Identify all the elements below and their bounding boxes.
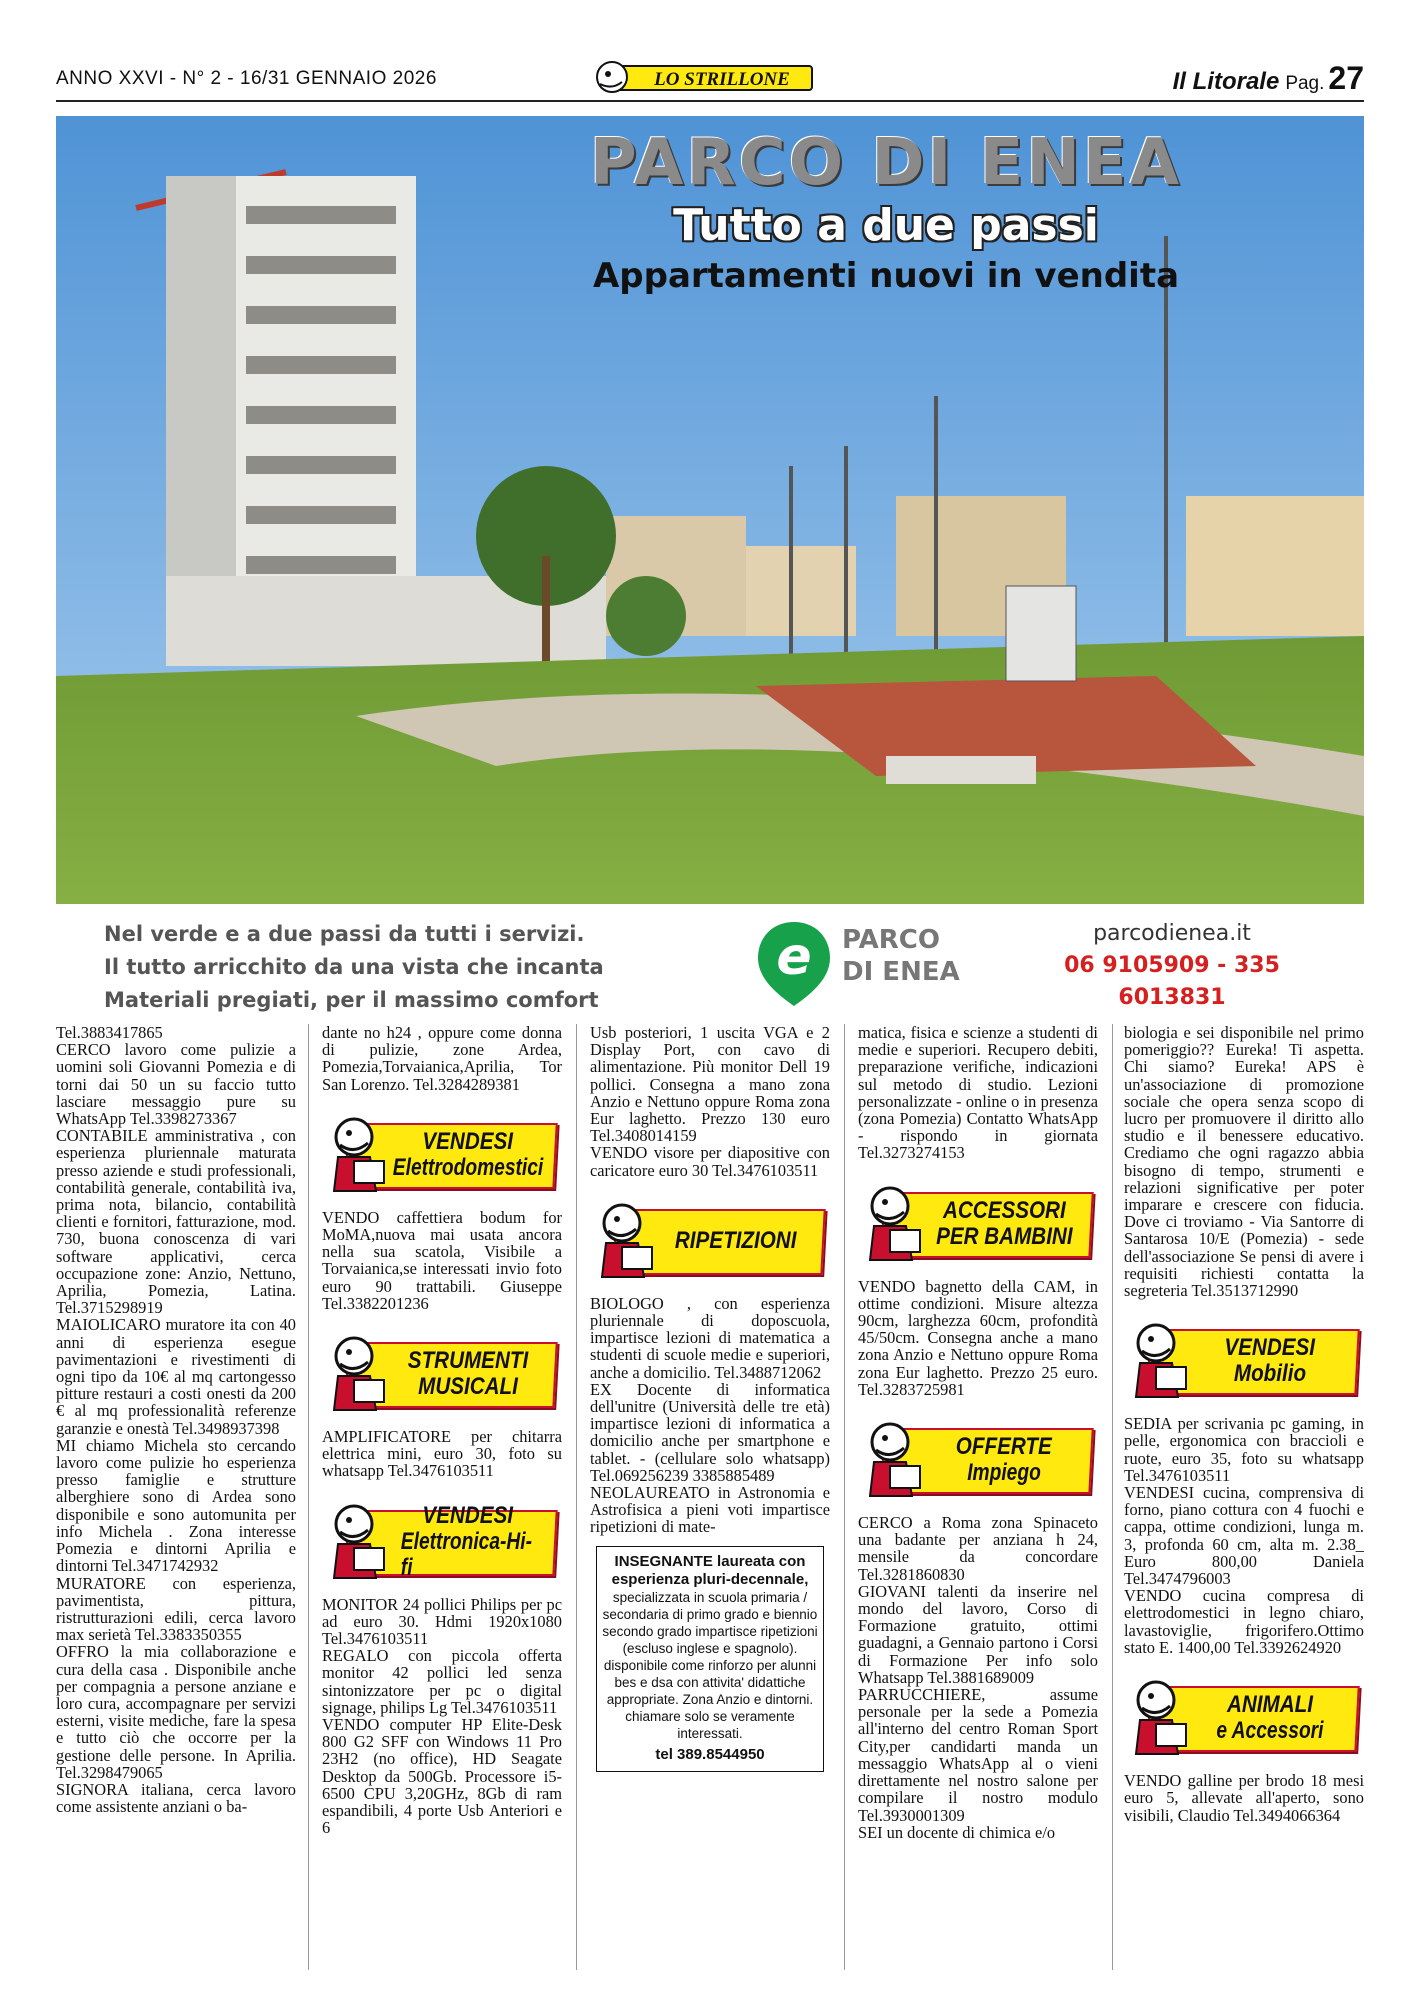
category-subtitle: PER BAMBINI (935, 1222, 1073, 1250)
classified-ad: VENDO caffettiera bodum for MoMA,nuova mai usata ancora nella sua scatola, Visibile a Torvaianica,se interessati invio foto euro 90 trattabili. Giuseppe Tel.3382201236 (322, 1207, 562, 1313)
advert-subtitle: Tutto a due passi (673, 200, 1099, 251)
category-subtitle: MUSICALI (418, 1373, 518, 1401)
category-title: STRUMENTI (407, 1347, 529, 1375)
classified-ad: dante no h24 , oppure come donna di pulizie, zone Ardea, Pomezia,Torvaianica,Aprilia, Tor San Lorenzo. Tel.3284289381 (322, 1024, 562, 1094)
classified-ad: EX Docente di informatica dell'unitre (Università delle tre età) impartisce lezioni di informatica a domicilio anche per smartphone e tablet. - (cellulare solo whatsapp) Tel.069256239 3385885489 (590, 1379, 830, 1485)
svg-text:e: e (776, 927, 812, 987)
classified-ad: Usb posteriori, 1 uscita VGA e 2 Display Port, con cavo di alimentazione. Più monitor Dell 19 pollici. Consegna a mano zona Anzio e Nettuno oppure Roma zona Eur laghetto. Prezzo 130 euro Tel.3408014159 (590, 1024, 830, 1146)
tagline: Materiali pregiati, per il massimo comfort (104, 988, 599, 1012)
category-label (384, 1127, 552, 1183)
parco-di-enea-advert (56, 116, 1364, 1016)
category-label (652, 1213, 820, 1269)
column-3 (590, 1024, 830, 1970)
brand-line: DI ENEA (842, 957, 960, 987)
advert-info-band (56, 904, 1364, 1016)
column-divider (308, 1024, 309, 1970)
advert-brand (842, 924, 960, 988)
category-offerte-impiego (860, 1414, 1092, 1500)
classified-ad: VENDESI cucina, comprensiva di forno, piano cottura con 4 fuochi e cappa, ottime condizioni, lunga m. 3, profonda 60 cm, alta m. 2.38_ Euro 800,00 Daniela Tel.3474796003 (1124, 1483, 1364, 1589)
classified-ad: CONTABILE amministrativa , con esperienza pluriennale maturata presso aziende e studi professionali, contabilità generale, contabilità iva, prima nota, bilancio, contabilità clienti e fornitori, fatturazione, mod. 730, buona conoscenza di vari software applicativi, cerca occupazione zone: Anzio, Nettuno, Aprilia, Pomezia, Latina. Tel.3715298919 (56, 1126, 296, 1318)
category-subtitle: Impiego (967, 1459, 1041, 1487)
column-4 (858, 1024, 1098, 1970)
classified-ad: OFFRO la mia collaborazione e cura della casa . Disponibile anche per compagnia a persone anziane e loro cura, accompagnare per servizi esterni, visite mediche, fare la spesa e tutto ciò che occorre per la gestione delle persone. In Aprilia. Tel.3298479065 (56, 1642, 296, 1782)
paper-name: Il Litorale (1172, 68, 1280, 95)
insegnante-boxed-ad (596, 1546, 824, 1772)
classified-ad: VENDO visore per diapositive con caricatore euro 30 Tel.3476103511 (590, 1143, 830, 1180)
classified-ad: MAIOLICARO muratore ita con 40 anni di esperienza esegue pavimentazioni e rivestimenti di ogni tipo da 10€ al mq cartongesso pitture restauri a costi onesti da 200 € al mq professionalità referenze garanzie e onestà Tel.3498937398 (56, 1315, 296, 1438)
logo-text: LO STRILLONE (654, 69, 790, 90)
category-title: VENDESI (1224, 1334, 1316, 1362)
category-label (920, 1432, 1088, 1488)
advert-contacts (1012, 918, 1332, 1016)
parco-di-enea-logo-icon (754, 918, 834, 1008)
tagline: Il tutto arricchito da una vista che incanta (104, 955, 604, 979)
classified-ad: VENDO galline per brodo 18 mesi euro 5, allevate all'aperto, sono visibili, Claudio Tel.3494066364 (1124, 1771, 1364, 1825)
category-title: OFFERTE (956, 1433, 1052, 1461)
classified-ad: biologia e sei disponibile nel primo pomeriggio?? Eureka! Ti aspetta. Chi siamo? Eureka! APS è un'associazione di promozione sociale che opera senza scopo di lucro per promuovere il diritto allo studio e il benessere educativo. Crediamo che ogni ragazzo abbia bisogno di tempo, strumenti e relazioni significative per poter imparare e crescere con fiducia. Dove ci troviamo - Via Santorre di Santarosa 10/E (Pomezia) - sede dell'associazione Se pensi di avere i requisiti richiesti contatta la segreteria Tel.3513712990 (1124, 1024, 1364, 1301)
advert-email[interactable] (1012, 1014, 1332, 1016)
page-info (1173, 60, 1364, 97)
category-subtitle: e Accessori (1216, 1717, 1324, 1745)
classifieds (56, 1024, 1364, 1970)
classified-ad: SEI un docente di chimica e/o (858, 1822, 1056, 1842)
category-label (384, 1346, 552, 1402)
category-subtitle: Elettronica-Hi-fi (400, 1527, 533, 1581)
classified-ad: REGALO con piccola offerta monitor 42 pollici led senza sintonizzatore per pc o digital signage, philips Lg Tel.3476103511 (322, 1646, 562, 1717)
category-ripetizioni (592, 1195, 824, 1281)
category-vendesi-elettronica-hifi (324, 1496, 556, 1582)
classified-ad: SEDIA per scrivania pc gaming, in pelle, ergonomica con braccioli e ruote, euro 35, foto su whatsapp Tel.3476103511 (1124, 1414, 1364, 1485)
page-header (56, 56, 1364, 102)
box-body: specializzata in scuola primaria / secondaria di primo grado e biennio secondo grado impartisce ripetizioni (escluso inglese e spagnolo). disponibile come rinforzo per alunni bes e dsa con attivita' didattiche appropriate. Zona Anzio e dintorni. chiamare solo se veramente interessati. (602, 1589, 818, 1741)
category-animali-accessori (1126, 1672, 1358, 1758)
category-strumenti-musicali (324, 1328, 556, 1414)
classified-ad: MI chiamo Michela sto cercando lavoro come pulizie ho esperienza presso famiglie e strutture alberghiere sono di Ardea sono disponibile e sono automunita per info Michela . Zona interesse Pomezia e dintorni Aprilia e dintorni Tel.3471742932 (56, 1435, 296, 1576)
category-label (1186, 1333, 1354, 1389)
classified-ad: CERCO lavoro come pulizie a uomini soli Giovanni Pomezia e di torni dai 50 un su faccio tutto lasciare messaggio pure su WhatsApp Tel.3398273367 (56, 1040, 296, 1129)
classified-ad: Tel.3883417865 (56, 1024, 163, 1042)
classified-ad: VENDO bagnetto della CAM, in ottime condizioni. Misure altezza 90cm, larghezza 60cm, profondità 45/50cm. Consegna anche a mano zona Anzio e Nettuno oppure Roma zona Eur laghetto. Prezzo 25 euro. Tel.3283725981 (858, 1276, 1098, 1399)
category-label (384, 1501, 552, 1581)
classified-ad: NEOLAUREATO in Astronomia e Astrofisica a pieni voti impartisce ripetizioni di mate- (590, 1483, 830, 1537)
advert-taglines (104, 918, 604, 1016)
column-divider (844, 1024, 845, 1970)
category-subtitle: Elettrodomestici (392, 1153, 544, 1181)
brand-line: PARCO (842, 925, 940, 955)
classified-ad: BIOLOGO , con esperienza pluriennale di doposcuola, impartisce lezioni di matematica a studenti di scuole medie e superiori, anche a domicilio. Tel.3488712062 (590, 1293, 830, 1382)
box-phone: tel 389.8544950 (655, 1745, 765, 1763)
column-2 (322, 1024, 562, 1970)
box-heading: INSEGNANTE laureata con esperienza pluri-decennale, (611, 1552, 809, 1588)
classified-ad: MURATORE con esperienza, pavimentista, pittura, ristrutturazioni edili, cerca lavoro max serietà Tel.3383350355 (56, 1573, 296, 1645)
classified-ad: CERCO a Roma zona Spinaceto una badante per anziana h 24, mensile da concordare Tel.3281860830 (858, 1513, 1098, 1584)
category-title: RIPETIZIONI (675, 1226, 797, 1254)
classified-ad: matica, fisica e scienze a studenti di medie e superiori. Recupero debiti, preparazione verifiche, indicazioni sul metodo di studio. Lezioni personalizzate - online o in presenza (zona Pomezia) Contatto WhatsApp - rispondo in giornata Tel.3273274153 (858, 1024, 1098, 1163)
classified-ad: VENDO computer HP Elite-Desk 800 G2 SFF con Windows 11 Pro 23H2 (no office), HD Seagate Desktop da 500Gb. Processore i5-6500 CPU 3,20GHz, 8Gb di ram espandibili, 4 porte Usb Anteriori e 6 (322, 1715, 562, 1838)
page-label: Pag. (1285, 73, 1325, 94)
category-accessori-bambini (860, 1178, 1092, 1264)
tagline: Nel verde e a due passi da tutti i servizi. (104, 922, 585, 946)
classified-ad: AMPLIFICATORE per chitarra elettrica mini, euro 30, foto su whatsapp Tel.3476103511 (322, 1427, 562, 1481)
category-title: VENDESI (422, 1127, 514, 1155)
lo-strillone-logo (592, 60, 832, 94)
category-label (1186, 1690, 1354, 1746)
advert-title: PARCO DI ENEA (589, 126, 1183, 200)
category-label (920, 1196, 1088, 1252)
classified-ad: PARRUCCHIERE, assume personale per la sede a Pomezia all'interno del centro Roman Sport City,per candidarti manda un messaggio WhatsApp al o vieni direttamente nel nostro salone per compilare il nostro modulo Tel.3930001309 (858, 1685, 1098, 1825)
advert-website[interactable]: parcodienea.it (1093, 921, 1251, 946)
column-divider (1112, 1024, 1113, 1970)
column-1 (56, 1024, 296, 1970)
category-title: VENDESI (422, 1501, 514, 1529)
issue-info: ANNO XXVI - N° 2 - 16/31 GENNAIO 2026 (56, 68, 437, 89)
category-title: ANIMALI (1226, 1691, 1313, 1719)
category-vendesi-mobilio (1126, 1315, 1358, 1401)
page-number: 27 (1328, 60, 1364, 96)
column-divider (576, 1024, 577, 1970)
advert-subtitle-2: Appartamenti nuovi in vendita (592, 256, 1180, 296)
classified-ad: MONITOR 24 pollici Philips per pc ad euro 30. Hdmi 1920x1080 Tel.3476103511 (322, 1594, 562, 1649)
column-5 (1124, 1024, 1364, 1970)
classified-ad: SIGNORA italiana, cerca lavoro come assistente anziani o ba- (56, 1779, 296, 1817)
category-vendesi-elettrodomestici (324, 1109, 556, 1195)
classified-ad: VENDO cucina compresa di elettrodomestici in legno chiaro, lavastoviglie, frigorifero.Ottimo stato E. 1400,00 Tel.3392624920 (1124, 1586, 1364, 1657)
classified-ad: GIOVANI talenti da inserire nel mondo del lavoro, Corso di Formazione gratuito, ottimi guadagni, a Gennaio partono i Corsi di Formazione Per info solo Whatsapp Tel.3881689009 (858, 1581, 1098, 1687)
category-title: ACCESSORI (942, 1196, 1066, 1224)
category-subtitle: Mobilio (1233, 1360, 1307, 1388)
advert-phones[interactable]: 06 9105909 - 335 6013831 (1064, 953, 1280, 1010)
